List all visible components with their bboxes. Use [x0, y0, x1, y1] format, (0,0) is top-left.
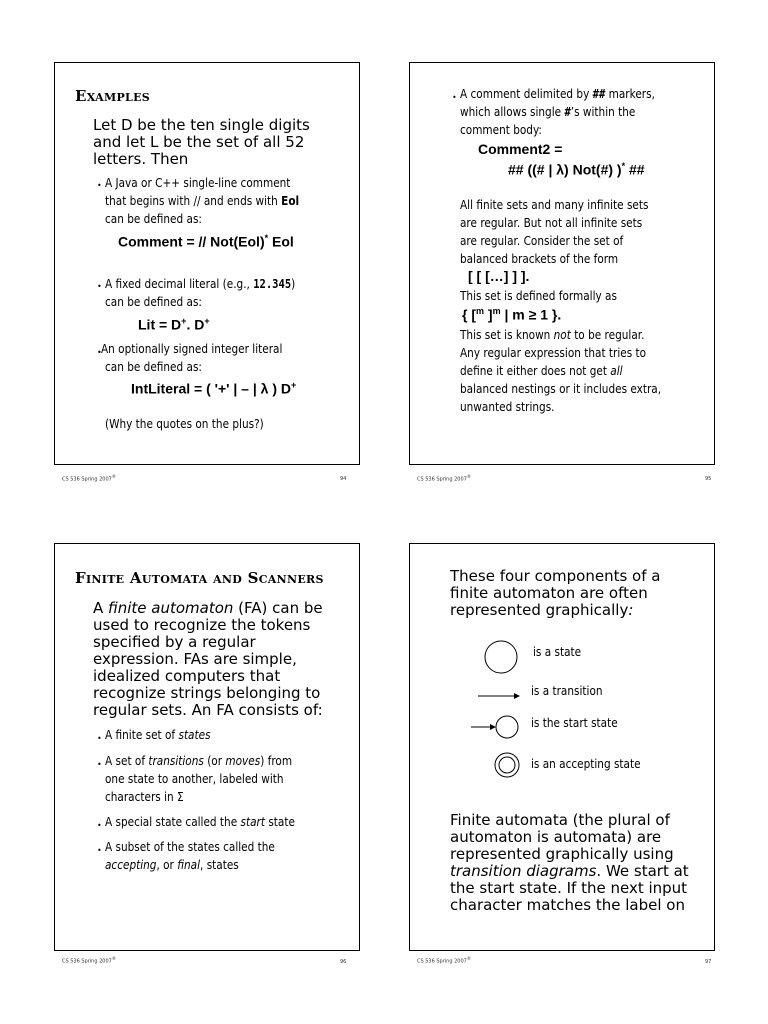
comment2-label: Comment2 = [478, 141, 563, 157]
para-line-3: specified by a regular [93, 633, 256, 651]
bullet-1-line-2: which allows single #’s within the [460, 104, 636, 119]
bullet-icon: • [97, 846, 102, 855]
bullet-2-line-2: one state to another, labeled with [105, 771, 284, 786]
footer-95: CS 536 Spring 2007® [417, 474, 471, 483]
para-line-2: finite automaton are often [450, 584, 648, 602]
bullet-1-line-2: that begins with // and ends with Eol [105, 193, 300, 208]
para-line-1: A finite automaton (FA) can be [93, 599, 323, 617]
para2-line-5: the start state. If the next input [450, 879, 688, 897]
bullet-icon: • [452, 93, 457, 102]
para-line-2: used to recognize the tokens [93, 616, 311, 634]
intro-line-3: letters. Then [93, 150, 189, 168]
para-line-3: are regular. Consider the set of [460, 233, 624, 248]
para2-line-4: transition diagrams. We start at [450, 862, 689, 880]
bullet-icon: • [97, 282, 102, 291]
slide-95 [409, 62, 715, 465]
bullet-2-line-3: characters in Σ [105, 789, 184, 804]
bullet-icon: • [97, 821, 102, 830]
bullet-2-line-1: A fixed decimal literal (e.g., 12.345) [105, 276, 296, 291]
bullet-icon: • [97, 760, 102, 769]
footer-96: CS 536 Spring 2007® [62, 956, 116, 965]
page-number-95: 95 [705, 476, 712, 482]
bullet-1-line-3: can be defined as: [105, 211, 202, 226]
para-line-12: unwanted strings. [460, 399, 555, 414]
comment-equation: Comment = // Not(Eol)* Eol [118, 233, 294, 250]
comment2-equation: ## ((# | λ) Not(#) )* ## [508, 161, 645, 178]
para2-line-3: represented graphically using [450, 845, 674, 863]
para2-line-1: Finite automata (the plural of [450, 811, 670, 829]
para-line-9: Any regular expression that tries to [460, 345, 647, 360]
state-circle-icon [485, 641, 517, 673]
para-line-11: balanced nestings or it includes extra, [460, 381, 662, 396]
bullet-icon: • [97, 734, 102, 743]
bullet-1: A finite set of states [105, 727, 211, 742]
page-number-94: 94 [340, 476, 347, 482]
para2-line-6: character matches the label on [450, 896, 685, 914]
para-line-1: All finite sets and many infinite sets [460, 197, 649, 212]
para-line-4: expression. FAs are simple, [93, 650, 297, 668]
brackets-example: [ [ […] ] ]. [468, 268, 530, 284]
start-state-label: is the start state [531, 715, 618, 730]
bullet-icon: • [97, 181, 102, 190]
bullet-3: A special state called the start state [105, 814, 295, 829]
bullet-3-line-2: can be defined as: [105, 359, 202, 374]
bullet-1-line-1: A comment delimited by ## markers, [460, 86, 655, 101]
lit-equation: Lit = D+. D+ [138, 316, 210, 333]
slide-94 [54, 62, 360, 465]
para-line-6: recognize strings belonging to [93, 684, 321, 702]
para-line-5: idealized computers that [93, 667, 281, 685]
intliteral-equation: IntLiteral = ( '+' | – | λ ) D+ [131, 380, 297, 397]
para-line-8: This set is known not to be regular. [460, 327, 645, 342]
start-state-icon [471, 716, 518, 738]
footer-97: CS 536 Spring 2007® [417, 956, 471, 965]
bullet-1-line-1: A Java or C++ single-line comment [105, 175, 291, 190]
set-definition: { [$^m$ ]$^m$ | m ≥ 1 }. [462, 306, 562, 323]
footer-94: CS 536 Spring 2007® [62, 474, 116, 483]
bullet-2-line-1: A set of transitions (or moves) from [105, 753, 293, 768]
bullet-4-line-1: A subset of the states called the [105, 839, 275, 854]
para-line-6: This set is defined formally as [460, 288, 617, 303]
para2-line-2: automaton is automata) are [450, 828, 662, 846]
para-line-10: define it either does not get all [460, 363, 623, 378]
accepting-state-label: is an accepting state [531, 756, 641, 771]
slide-title: Examples [75, 87, 151, 105]
slide-97 [409, 543, 715, 951]
bullet-3-line-1: An optionally signed integer literal [101, 341, 283, 356]
accepting-state-icon [495, 753, 519, 777]
bullet-icon: • [97, 348, 102, 357]
intro-line-2: and let L be the set of all 52 [93, 133, 305, 151]
para-line-2: are regular. But not all infinite sets [460, 215, 643, 230]
intro-line-1: Let D be the ten single digits [93, 116, 310, 134]
slide-title: Finite Automata and Scanners [75, 569, 324, 587]
page-number-97: 97 [705, 959, 712, 965]
transition-arrow-icon [478, 693, 520, 699]
bullet-2-line-2: can be defined as: [105, 294, 202, 309]
para-line-7: regular sets. An FA consists of: [93, 701, 323, 719]
page-number-96: 96 [340, 959, 347, 965]
para-line-4: balanced brackets of the form [460, 251, 619, 266]
slide-96 [54, 543, 360, 951]
para-line-3: represented graphically: [450, 601, 634, 619]
bullet-1-line-3: comment body: [460, 122, 542, 137]
para-line-1: These four components of a [450, 567, 661, 585]
state-label: is a state [533, 644, 582, 659]
question-note: (Why the quotes on the plus?) [105, 416, 264, 431]
bullet-4-line-2: accepting, or final, states [105, 857, 239, 872]
transition-label: is a transition [531, 683, 603, 698]
